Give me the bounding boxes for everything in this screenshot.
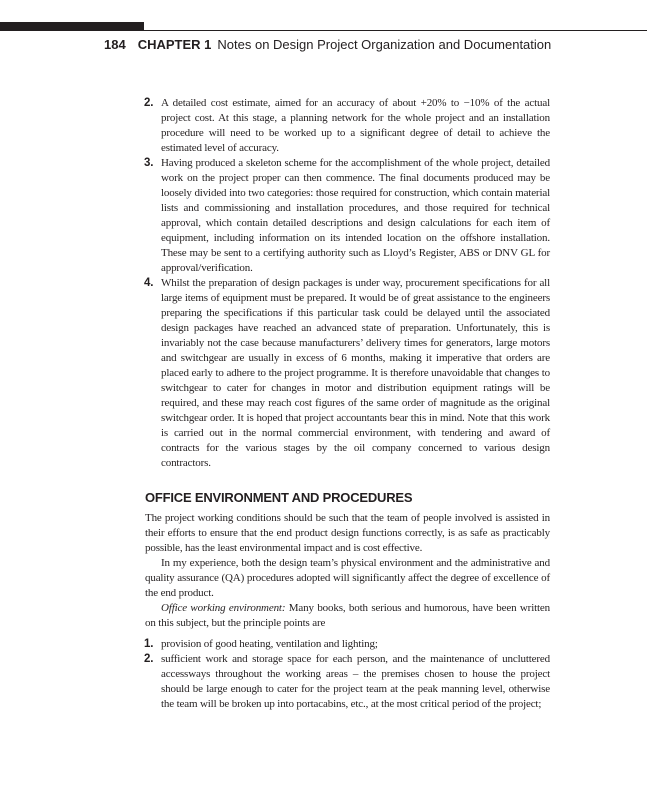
paragraph: In my experience, both the design team’s physical environment and the administrative and quality assurance (QA) procedures adopted will significantly affect the degree of excellence of the end product. (145, 557, 550, 599)
chapter-label: CHAPTER 1 (137, 37, 212, 52)
list-number: 2. (144, 653, 154, 665)
list-number: 4. (144, 277, 154, 289)
list-text: sufficient work and storage space for each person, and the maintenance of uncluttered accessways throughout the working areas – the premises chosen to house the project should be large enough to cater for the project team at the peak manning level, otherwise the team will be broken up into portacabins, etc., at the most critical period of the project; (161, 653, 550, 710)
list-item (145, 652, 550, 712)
header-black-bar (0, 22, 144, 31)
run-in-heading: Office working environment: (161, 602, 286, 614)
page-content (145, 96, 550, 712)
numbered-list-stages (145, 96, 550, 471)
paragraph: The project working conditions should be such that the team of people involved is assisted in their efforts to ensure that the end product design functions correctly, is as safe as practicably possible, has the least environmental impact and is cost effective. (145, 512, 550, 554)
list-text: Whilst the preparation of design packages is under way, procurement specifications for all large items of equipment must be prepared. It would be of great assistance to the engineers preparing the specifications if this particular task could be delayed until the associated design packages have reached an advanced state of preparation. Unfortunately, this is invariably not the case because manufacturers’ delivery times for generators, large motors and switchgear are usually in excess of 6 months, making it imperative that orders are placed early to adhere to the project programme. It is therefore unavoidable that changes to switchgear to cater for changes in motor and distribution equipment ratings will be required, and these may reach cost figures of the same order of magnitude as the original switchgear order. It is hoped that project accountants bear this in mind. Note that this work is carried out in the normal commercial environment, with tendering and award of contracts for the various stages by the oil company concerned to various design contractors. (161, 277, 550, 469)
list-number: 2. (144, 97, 154, 109)
paragraph (145, 601, 550, 631)
numbered-list-office-points (145, 637, 550, 712)
page-number: 184 (104, 37, 126, 52)
list-item (145, 637, 550, 652)
list-text: provision of good heating, ventilation and lighting; (161, 638, 378, 650)
list-item (145, 156, 550, 276)
list-text: Having produced a skeleton scheme for the accomplishment of the whole project, detailed work on the project proper can then commence. The final documents produced may be loosely divided into two categories: those required for construction, which contain material lists and commissioning and installation procedures, and those required for technical approval, which contain detailed descriptions and design calculations for each item of equipment, including information on its intended location on the offshore installation. These may be sent to a certifying authority such as Lloyd’s Register, ABS or DNV GL for approval/verification. (161, 157, 550, 274)
running-head (104, 36, 644, 54)
section-heading: OFFICE ENVIRONMENT AND PROCEDURES (145, 490, 413, 505)
header-rule (144, 30, 647, 31)
list-number: 1. (144, 638, 154, 650)
list-number: 3. (144, 157, 154, 169)
list-item (145, 96, 550, 156)
list-item (145, 276, 550, 471)
chapter-title: Notes on Design Project Organization and Documentation (217, 37, 552, 52)
list-text: A detailed cost estimate, aimed for an accuracy of about +20% to −10% of the actual project cost. At this stage, a planning network for the whole project and an installation procedure will need to be worked up to a significant degree of detail to achieve the estimated level of accuracy. (161, 97, 550, 154)
paragraph-text: Many books, both serious and humorous, have been written on this subject, but the principle points are (145, 602, 550, 629)
